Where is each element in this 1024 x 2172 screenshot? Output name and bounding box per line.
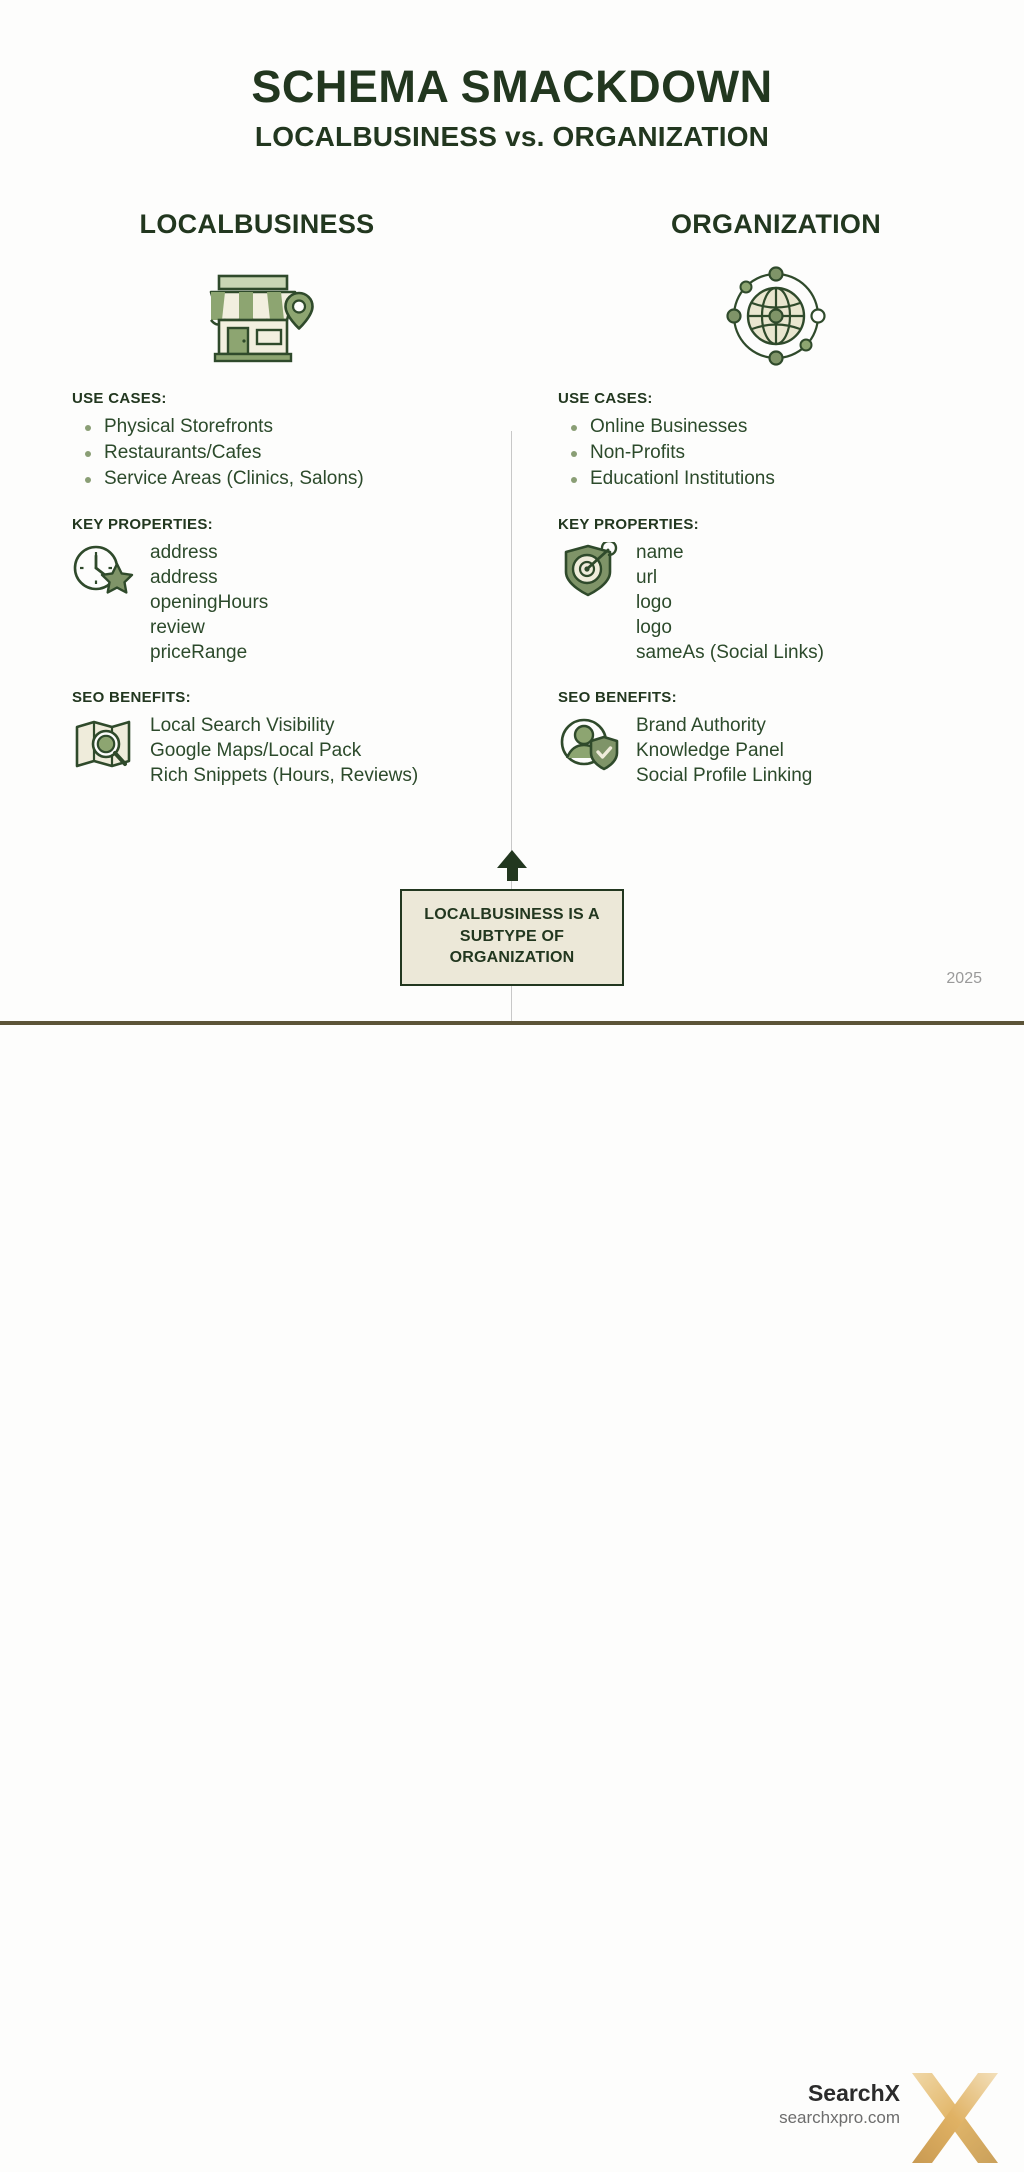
list-item: review	[150, 617, 205, 639]
list-item: Service Areas (Clinics, Salons)	[80, 466, 482, 492]
person-shield-check-icon	[558, 713, 636, 778]
column-heading-localbusiness: LOCALBUSINESS	[139, 209, 375, 240]
list-item: Non-Profits	[566, 440, 1004, 466]
column-localbusiness	[0, 209, 512, 812]
map-magnifier-icon	[72, 713, 150, 778]
x-logo-icon	[906, 2071, 1002, 2167]
key-properties-label: KEY PROPERTIES:	[72, 515, 213, 533]
globe-network-icon	[548, 262, 1004, 370]
shield-target-icon	[558, 540, 636, 605]
column-heading-organization: ORGANIZATION	[670, 209, 882, 240]
seo-benefits-list	[636, 713, 812, 788]
use-cases-list	[558, 414, 1004, 491]
column-organization	[512, 209, 1024, 812]
key-properties-list	[150, 540, 268, 665]
brand-url: searchxpro.com	[779, 2108, 900, 2128]
brand-block	[779, 2080, 900, 2128]
brand-name: SearchX	[807, 2080, 900, 2106]
clock-star-icon	[72, 540, 150, 603]
callout-line-2: SUBTYPE OF	[459, 927, 565, 945]
use-cases-label: USE CASES:	[558, 390, 653, 408]
storefront-location-icon	[32, 262, 482, 370]
use-cases-block-organization	[558, 390, 1004, 491]
callout-line-1: LOCALBUSINESS IS A	[424, 906, 600, 923]
list-item: Knowledge Panel	[636, 740, 784, 762]
key-properties-block-localbusiness	[72, 516, 482, 665]
page-subtitle: LOCALBUSINESS vs. ORGANIZATION	[254, 121, 770, 153]
list-item: name	[636, 541, 684, 563]
page-header	[0, 0, 1024, 153]
list-item: Brand Authority	[636, 715, 766, 737]
list-item: logo	[636, 617, 672, 639]
list-item: Google Maps/Local Pack	[150, 740, 362, 762]
seo-benefits-block-organization	[558, 689, 1004, 788]
page-title: SCHEMA SMACKDOWN	[251, 61, 773, 112]
list-item: Physical Storefronts	[80, 414, 482, 440]
list-item: address	[150, 541, 218, 563]
seo-benefits-block-localbusiness	[72, 689, 482, 788]
callout-line-3: ORGANIZATION	[449, 949, 575, 967]
use-cases-list	[72, 414, 482, 491]
seo-benefits-label: SEO BENEFITS:	[72, 689, 191, 707]
list-item: openingHours	[150, 592, 269, 614]
list-item: sameAs (Social Links)	[636, 642, 824, 664]
list-item: Educationl Institutions	[566, 466, 1004, 492]
seo-benefits-label: SEO BENEFITS:	[558, 689, 677, 707]
list-item: Rich Snippets (Hours, Reviews)	[150, 765, 419, 787]
use-cases-label: USE CASES:	[72, 390, 167, 408]
list-item: priceRange	[150, 642, 248, 664]
subtype-callout-box	[400, 889, 624, 986]
key-properties-block-organization	[558, 516, 1004, 665]
subtype-callout-group	[0, 850, 1024, 986]
list-item: logo	[636, 592, 672, 614]
list-item: Restaurants/Cafes	[80, 440, 482, 466]
year-label: 2025	[946, 970, 982, 987]
key-properties-list	[636, 540, 824, 665]
use-cases-block-localbusiness	[72, 390, 482, 491]
arrow-up-icon	[0, 850, 1024, 881]
list-item: Online Businesses	[566, 414, 1004, 440]
list-item: Local Search Visibility	[150, 715, 335, 737]
footer	[0, 1025, 1024, 2128]
list-item: Social Profile Linking	[636, 765, 813, 787]
comparison-columns	[0, 209, 1024, 812]
list-item: url	[636, 566, 658, 588]
seo-benefits-list	[150, 713, 418, 788]
list-item: address	[150, 566, 218, 588]
key-properties-label: KEY PROPERTIES:	[558, 515, 699, 533]
